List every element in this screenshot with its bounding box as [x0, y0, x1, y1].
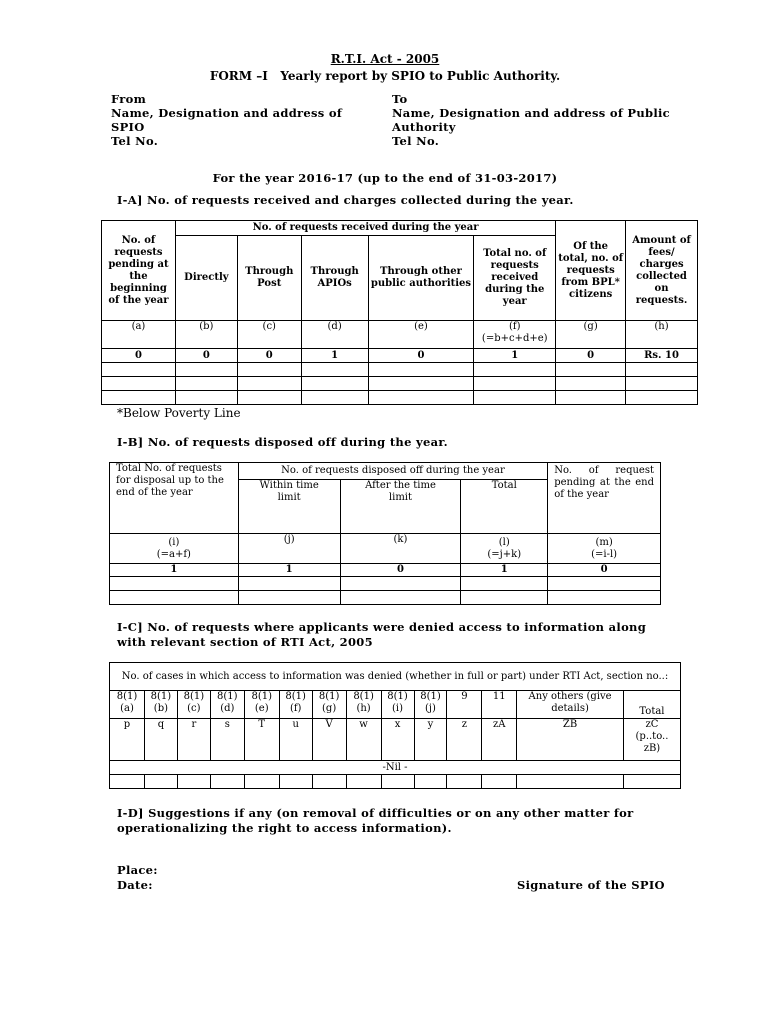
place-label: Place:	[117, 863, 158, 877]
col-directly: Directly	[175, 236, 237, 321]
denied-caption: No. of cases in which access to information was denied (whether in full or part) under RTI Act, section no..:	[110, 663, 681, 691]
code-i-note: (=a+f)	[156, 548, 191, 560]
value-d: 1	[301, 349, 368, 363]
place-date-block	[117, 863, 158, 893]
to-name-2: Authority	[392, 120, 456, 134]
code-b: (b)	[175, 321, 237, 349]
letter-p: p	[110, 719, 145, 761]
value-l: 1	[461, 564, 548, 577]
section-d-heading-line2: operationalizing the right to access information).	[117, 821, 452, 835]
value-m: 0	[548, 564, 661, 577]
col-after: After the time limit	[340, 480, 461, 534]
from-name: Name, Designation and address of	[111, 106, 343, 120]
code-c: (c)	[237, 321, 301, 349]
section-8-1-d: 8(1) (d)	[210, 691, 244, 719]
section-total: Total	[623, 691, 680, 719]
value-i: 1	[110, 564, 239, 577]
col-total-disposed: Total	[461, 480, 548, 534]
to-tel: Tel No.	[392, 134, 440, 148]
from-block	[111, 92, 342, 148]
section-c-heading-line2: with relevant section of RTI Act, 2005	[117, 635, 373, 649]
letter-y: y	[414, 719, 447, 761]
letter-q: q	[144, 719, 177, 761]
section-8-1-i: 8(1) (i)	[381, 691, 414, 719]
col-pending: No. of requests pending at the beginning of the year	[102, 221, 176, 321]
code-i	[110, 534, 239, 564]
code-m-label: (m)	[595, 536, 613, 548]
date-label: Date:	[117, 878, 153, 892]
code-m-note: (=i-l)	[591, 548, 618, 560]
section-8-1-f: 8(1) (f)	[279, 691, 312, 719]
value-b: 0	[175, 349, 237, 363]
col-group-received: No. of requests received during the year	[175, 221, 555, 236]
value-h: Rs. 10	[626, 349, 698, 363]
letter-zc: zC (p..to.. zB)	[623, 719, 680, 761]
letter-x: x	[381, 719, 414, 761]
table-row-empty	[110, 577, 661, 591]
table-row-empty	[102, 391, 698, 405]
code-d: (d)	[301, 321, 368, 349]
col-within: Within time limit	[238, 480, 340, 534]
code-l-note: (=j+k)	[487, 548, 522, 560]
table-row-empty	[102, 363, 698, 377]
code-j: (j)	[238, 534, 340, 564]
letter-v: V	[312, 719, 346, 761]
section-8-1-e: 8(1) (e)	[244, 691, 279, 719]
to-name: Name, Designation and address of Public	[392, 106, 670, 120]
col-fees: Amount of fees/ charges collected on requests.	[626, 221, 698, 321]
bpl-footnote: *Below Poverty Line	[117, 406, 241, 420]
signature-label: Signature of the SPIO	[517, 878, 665, 892]
section-8-1-g: 8(1) (g)	[312, 691, 346, 719]
section-codes-row	[110, 691, 681, 719]
table-row-empty	[110, 775, 681, 789]
letter-t: T	[244, 719, 279, 761]
section-a-heading: I-A] No. of requests received and charges collected during the year.	[117, 193, 574, 207]
value-a: 0	[102, 349, 176, 363]
code-l-label: (l)	[498, 536, 510, 548]
col-other: Through other public authorities	[368, 236, 474, 321]
col-pending-end: No. of request pending at the end of the year	[548, 463, 661, 534]
from-name-2: SPIO	[111, 120, 145, 134]
letter-u: u	[279, 719, 312, 761]
table-denied-access	[109, 662, 681, 789]
col-post: Through Post	[237, 236, 301, 321]
section-d-heading-line1: I-D] Suggestions if any (on removal of difficulties or on any other matter for	[117, 806, 634, 820]
to-label: To	[392, 92, 408, 106]
value-c: 0	[237, 349, 301, 363]
col-group-disposed: No. of requests disposed off during the year	[238, 463, 547, 480]
table-row-empty	[102, 377, 698, 391]
col-total-disposal: Total No. of requests for disposal up to the end of the year	[110, 463, 239, 534]
table-row	[102, 349, 698, 363]
code-l	[461, 534, 548, 564]
form-title: FORM –I Yearly report by SPIO to Public Authority.	[209, 69, 561, 83]
value-e: 0	[368, 349, 474, 363]
code-m	[548, 534, 661, 564]
value-k: 0	[340, 564, 461, 577]
section-8-1-a: 8(1) (a)	[110, 691, 145, 719]
code-f-note: (=b+c+d+e)	[481, 333, 548, 344]
table-requests-received	[101, 220, 698, 405]
nil-row: -Nil -	[110, 761, 681, 775]
letter-w: w	[346, 719, 381, 761]
value-f: 1	[474, 349, 556, 363]
col-bpl: Of the total, no. of requests from BPL* citizens	[556, 221, 626, 321]
letter-za: zA	[482, 719, 517, 761]
letters-row	[110, 719, 681, 761]
letter-z: z	[447, 719, 482, 761]
from-label: From	[111, 92, 147, 106]
col-apios: Through APIOs	[301, 236, 368, 321]
value-g: 0	[556, 349, 626, 363]
section-any-others: Any others (give details)	[517, 691, 624, 719]
table-row-empty	[110, 591, 661, 605]
code-e: (e)	[368, 321, 474, 349]
code-i-label: (i)	[168, 536, 180, 548]
act-title: R.T.I. Act - 2005	[330, 52, 440, 66]
letter-s: s	[210, 719, 244, 761]
value-j: 1	[238, 564, 340, 577]
code-k: (k)	[340, 534, 461, 564]
section-c-heading	[117, 620, 646, 650]
code-f	[474, 321, 556, 349]
section-8-1-h: 8(1) (h)	[346, 691, 381, 719]
col-total: Total no. of requests received during the year	[474, 236, 556, 321]
year-line: For the year 2016-17 (up to the end of 31-03-2017)	[212, 171, 558, 185]
section-8-1-c: 8(1) (c)	[177, 691, 210, 719]
code-a: (a)	[102, 321, 176, 349]
section-9: 9	[447, 691, 482, 719]
section-8-1-b: 8(1) (b)	[144, 691, 177, 719]
section-d-heading	[117, 806, 634, 836]
table-row	[110, 564, 661, 577]
letter-r: r	[177, 719, 210, 761]
to-block	[392, 92, 670, 148]
letter-zb: ZB	[517, 719, 624, 761]
section-b-heading: I-B] No. of requests disposed off during the year.	[117, 435, 448, 449]
code-h: (h)	[626, 321, 698, 349]
from-tel: Tel No.	[111, 134, 159, 148]
code-g: (g)	[556, 321, 626, 349]
section-11: 11	[482, 691, 517, 719]
section-8-1-j: 8(1) (j)	[414, 691, 447, 719]
section-c-heading-line1: I-C] No. of requests where applicants were denied access to information along	[117, 620, 647, 634]
table-requests-disposed	[109, 462, 661, 605]
code-f-label: (f)	[508, 321, 521, 332]
